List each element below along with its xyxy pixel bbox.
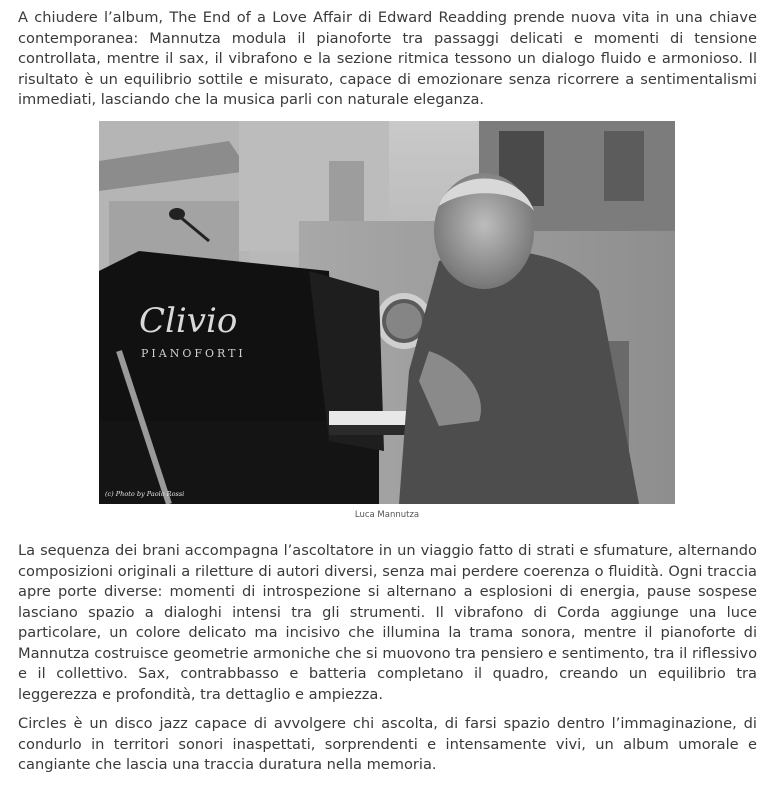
article-photo <box>99 121 675 504</box>
article-paragraph-2: La sequenza dei brani accompagna l’ascoltatore in un viaggio fatto di strati e sfumature, alternando composizioni originali a riletture di autori diversi, senza mai perdere coerenza o fluidità. Ogni traccia apre porte diverse: momenti di introspezione si alternano a esplosioni di energia, pause sospese lasciano spazio a dialoghi intensi tra gli strumenti. Il vibrafono di Corda aggiunge una luce particolare, un colore delicato ma incisivo che illumina la trama sonora, mentre il pianoforte di Mannutza costruisce geometrie armoniche che si muovono tra pensiero e sentimento, tra il riflessivo e il collettivo. Sax, contrabbasso e batteria completano il quadro, creando un equilibrio tra leggerezza e profondità, tra dettaglio e ampiezza. <box>18 542 757 703</box>
piano-brand-subtitle: PIANOFORTI <box>141 347 246 360</box>
photo-credit: (c) Photo by Paolo Rossi <box>105 490 185 498</box>
article-paragraph-3: Circles è un disco jazz capace di avvolgere chi ascolta, di farsi spazio dentro l’immaginazione, di condurlo in territori sonori inaspettati, sorprendenti e intensamente vivi, un album umorale e cangiante che lascia una traccia duratura nella memoria. <box>18 715 757 773</box>
piano-brand-logo: Clivio <box>139 301 238 341</box>
photo-caption: Luca Mannutza <box>354 510 420 520</box>
article-paragraph-1: A chiudere l’album, The End of a Love Affair di Edward Readding prende nuova vita in una chiave contemporanea: Mannutza modula il pianoforte tra passaggi delicati e momenti di tensione controllata, mentre il sax, il vibrafono e la sezione ritmica tessono un dialogo fluido e armonioso. Il risultato è un equilibrio sottile e misurato, capace di emozionare senza ricorrere a sentimentalismi immediati, lasciando che la musica parli con naturale eleganza. <box>18 9 757 108</box>
